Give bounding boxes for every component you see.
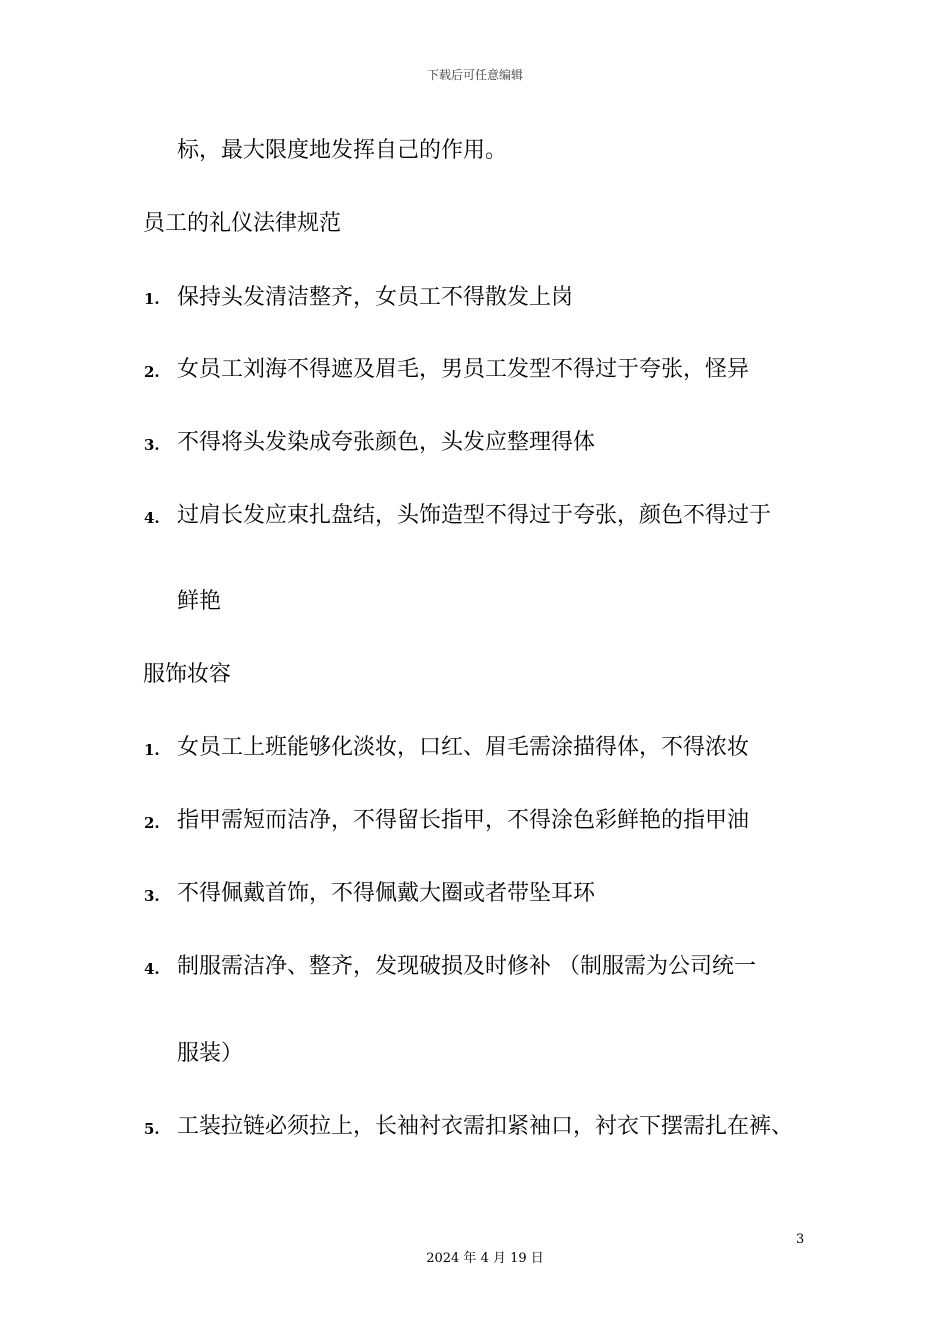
list-item-text: 制服需洁净、整齐，发现破损及时修补 （制服需为公司统一 (177, 954, 756, 979)
intro-continuation: 标，最大限度地发挥自己的作用。 (177, 138, 508, 163)
list-item-number: 2. (144, 363, 160, 381)
list-item-text: 过肩长发应束扎盘结，头饰造型不得过于夸张，颜色不得过于 (177, 503, 772, 528)
list-item-number: 4. (144, 960, 160, 978)
list-item-text: 保持头发清洁整齐，女员工不得散发上岗 (177, 285, 574, 310)
page-number: 3 (796, 1232, 805, 1247)
list-item-number: 1. (144, 741, 160, 759)
list-item-text: 不得将头发染成夸张颜色，头发应整理得体 (177, 430, 596, 455)
list-item-number: 5. (144, 1120, 160, 1138)
list-item-continuation: 鲜艳 (177, 589, 222, 614)
section-title-etiquette: 员工的礼仪法律规范 (143, 211, 342, 236)
list-item-text: 女员工刘海不得遮及眉毛，男员工发型不得过于夸张，怪异 (177, 357, 750, 382)
section-title-dress: 服饰妆容 (143, 662, 232, 687)
list-item-text: 工装拉链必须拉上，长袖衬衣需扣紧袖口，衬衣下摆需扎在裤、 (177, 1114, 794, 1139)
list-item-text: 不得佩戴首饰，不得佩戴大圈或者带坠耳环 (177, 881, 596, 906)
list-item-number: 4. (144, 509, 160, 527)
list-item-number: 3. (144, 436, 160, 454)
list-item-continuation: 服装） (177, 1041, 244, 1066)
page-header: 下载后可任意编辑 (426, 68, 523, 82)
list-item-number: 3. (144, 887, 160, 905)
footer-date: 2024 年 4 月 19 日 (426, 1251, 544, 1266)
list-item-text: 女员工上班能够化淡妆，口红、眉毛需涂描得体，不得浓妆 (177, 735, 750, 760)
list-item-number: 2. (144, 814, 160, 832)
list-item-number: 1. (144, 290, 160, 308)
list-item-text: 指甲需短而洁净，不得留长指甲，不得涂色彩鲜艳的指甲油 (177, 808, 750, 833)
